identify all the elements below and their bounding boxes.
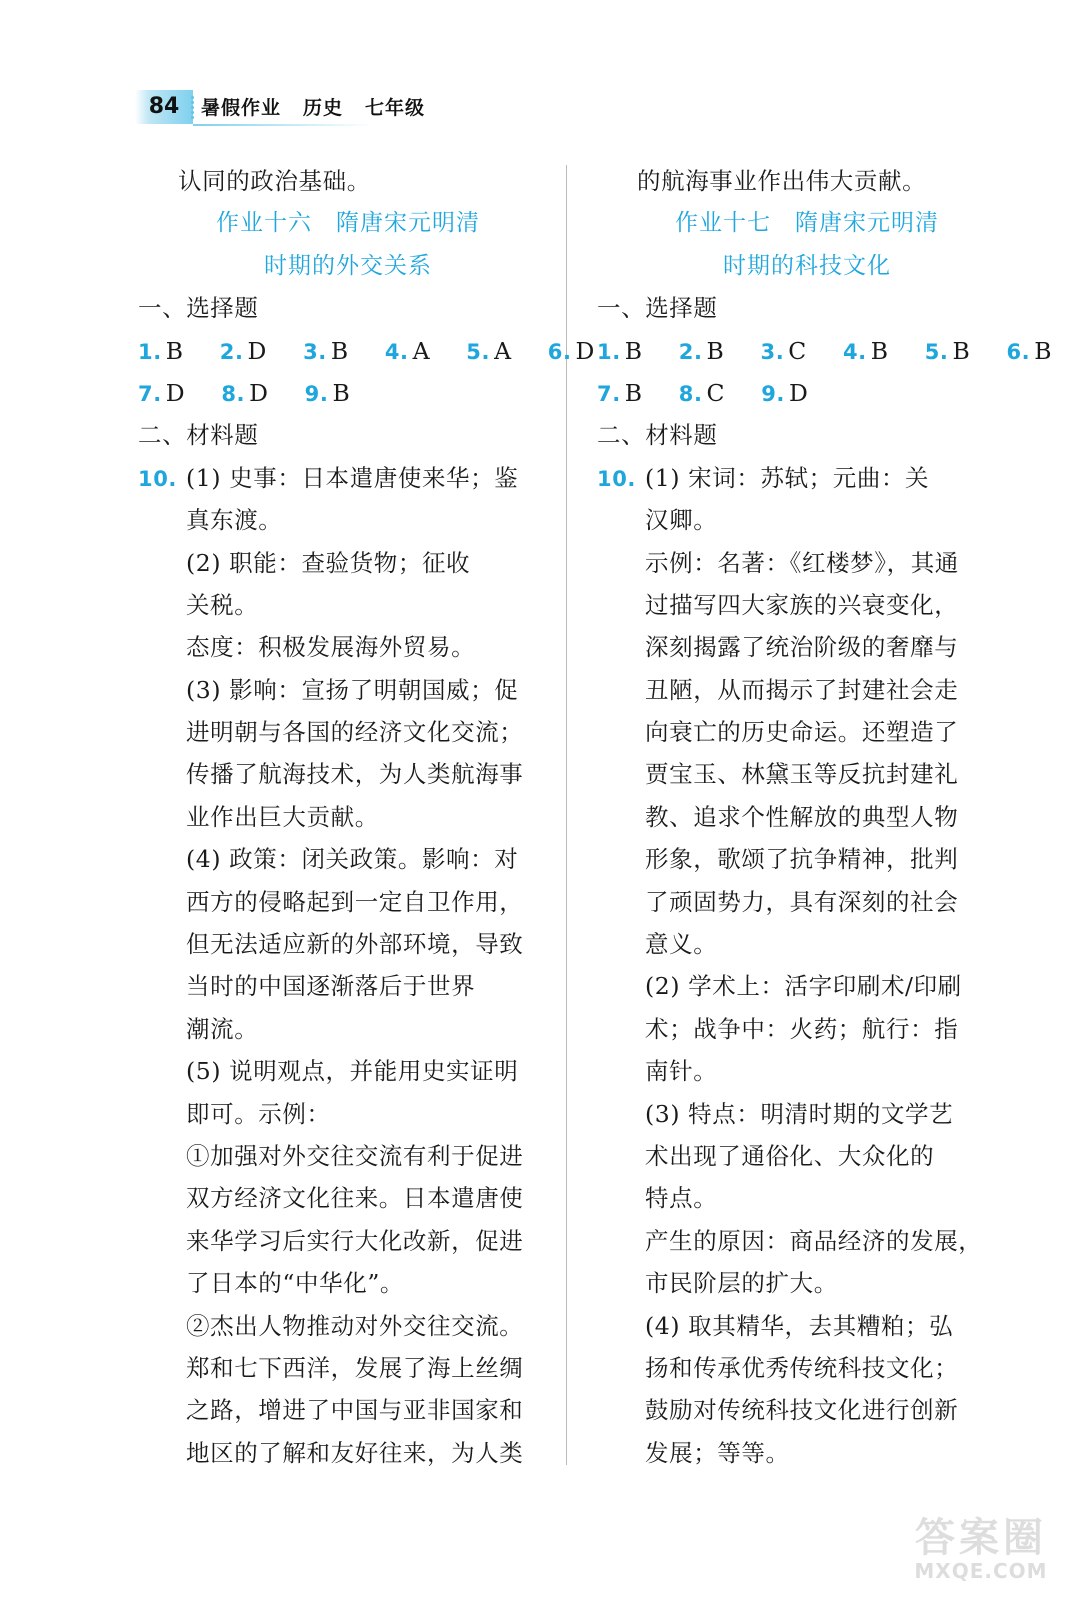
answer-line: 双方经济文化往来。日本遣唐使 [186,1184,524,1213]
answer-letter: B [706,336,725,365]
question-number: 8. [221,381,246,406]
section-title: 作业十六 隋唐宋元明清 [216,210,480,237]
answer-line: 鼓励对传统科技文化进行创新 [645,1396,959,1425]
answer-item [305,372,351,415]
answer-line: 发展；等等。 [645,1438,790,1467]
answer-letter: B [1034,336,1053,365]
answer-letter: B [870,336,889,365]
answer-letter: D [789,378,809,407]
page-header [135,88,465,128]
answer-row [138,330,595,372]
answer-letter: A [412,336,431,365]
answer-line: 地区的了解和友好往来，为人类 [186,1438,524,1467]
answer-letter: D [249,378,269,407]
answer-letter: B [330,336,349,365]
question-number: 5. [466,339,491,364]
answer-line: 示例：名著：《红楼梦》，其通 [645,548,959,577]
answer-item [220,330,267,373]
answer-line: 当时的中国逐渐落后于世界 [186,972,476,1001]
answer-item [925,330,971,373]
answer-line: 业作出巨大贡献。 [186,802,379,831]
answer-letter: A [494,336,512,365]
answer-line: 特点。 [645,1184,718,1213]
question-number: 3. [303,339,327,364]
answer-line: ②杰出人物推动对外交往交流。 [186,1311,524,1340]
answer-line: 之路，增进了中国与亚非国家和 [186,1396,524,1425]
section-subtitle: 时期的科技文化 [723,252,891,279]
answer-line: 产生的原因：商品经济的发展， [645,1226,983,1255]
answer-item [597,372,643,415]
header-underline [193,124,373,126]
question-number: 8. [678,381,703,406]
subject-name: 历史 [303,97,344,119]
answer-item [385,330,430,373]
answer-line [597,457,1017,499]
answer-line: 深刻揭露了统治阶级的奢靡与 [645,633,959,662]
section-heading-choice: 一、选择题 [138,294,259,323]
answer-line: 术；战争中：火药；航行：指 [645,1014,959,1043]
answer-line: 郑和七下西洋，发展了海上丝绸 [186,1353,524,1382]
answer-letter: D [165,378,186,407]
continuation-text: 的航海事业作出伟大贡献。 [637,167,927,195]
answer-line: 进明朝与各国的经济文化交流； [186,718,524,747]
answer-line: 西方的侵略起到一定自卫作用， [186,887,524,916]
answer-line: (3) 影响：宣扬了明朝国威；促 [186,675,519,704]
answer-line: 南针。 [645,1057,718,1086]
answer-line: 扬和传承优秀传统科技文化； [645,1353,959,1382]
answer-row [597,330,1053,372]
answer-letter: B [624,336,643,365]
header-title [201,94,447,122]
answer-letter: B [332,378,351,407]
question-number: 9. [761,381,786,406]
answer-line: (5) 说明观点，并能用史实证明 [186,1057,519,1086]
answer-row [138,372,558,414]
answer-line: 关税。 [186,590,259,619]
question-number: 6. [1006,339,1031,364]
answer-item [221,372,268,415]
answer-line: 术出现了通俗化、大众化的 [645,1141,935,1170]
question-number: 2. [219,339,244,364]
answer-line: 意义。 [645,930,718,959]
book-name: 暑假作业 [201,97,282,119]
answer-line: 汉卿。 [645,506,718,535]
answer-letter: B [624,378,643,407]
answer-line: 来华学习后实行大化改新，促进 [186,1226,524,1255]
section-heading-material: 二、材料题 [138,421,259,450]
answer-line: 向衰亡的历史命运。还塑造了 [645,718,959,747]
answer-item [466,330,511,373]
answer-line: 形象，歌颂了抗争精神，批判 [645,845,959,874]
question-number: 10. [597,466,637,491]
answer-line: (2) 职能：查验货物；征收 [186,548,471,577]
answer-line: 态度：积极发展海外贸易。 [186,633,476,662]
watermark-text: 答案圈 [915,1515,1047,1561]
answer-line: 了顽固势力，具有深刻的社会 [645,887,959,916]
answer-line: 市民阶层的扩大。 [645,1269,838,1298]
watermark-url: MXQE.COM [914,1559,1048,1583]
answer-line: 了日本的“中华化”。 [186,1269,405,1298]
answer-item [138,330,184,373]
answer-line: (3) 特点：明清时期的文学艺 [645,1099,954,1128]
answer-letter: B [165,336,184,365]
question-number: 4. [384,339,409,364]
answer-letter: C [788,336,807,365]
answer-text: (1) 宋词：苏轼；元曲：关 [645,463,930,492]
answer-line: 潮流。 [186,1014,259,1043]
answer-letter: B [952,336,971,365]
section-title: 作业十七 隋唐宋元明清 [675,210,939,237]
question-number: 1. [597,339,621,364]
continuation-text: 认同的政治基础。 [178,167,371,195]
answer-item [597,330,643,373]
question-number: 2. [678,339,703,364]
answer-item [679,330,725,373]
dotted-separator [188,94,196,122]
answer-line: 传播了航海技术，为人类航海事 [186,760,524,789]
question-number: 9. [304,381,329,406]
question-number: 10. [138,466,178,491]
answer-item [548,330,595,373]
answer-item [303,330,349,373]
answer-letter: C [706,378,726,407]
answer-item [761,372,808,415]
answer-row [597,372,1017,414]
answer-line: (4) 取其精华，去其糟粕；弘 [645,1311,954,1340]
section-subtitle: 时期的外交关系 [264,252,432,279]
question-number: 1. [138,339,162,364]
page-number: 84 [148,94,180,119]
question-number: 6. [547,339,572,364]
answer-text: (1) 史事：日本遣唐使来华；鉴 [186,463,519,492]
watermark-logo [901,1516,1061,1586]
answer-line: ①加强对外交往交流有利于促进 [186,1141,524,1170]
section-heading-material: 二、材料题 [597,421,718,450]
answer-line: 即可。示例： [186,1099,331,1128]
answer-line: 丑陋，从而揭示了封建社会走 [645,675,959,704]
answer-item [761,330,807,373]
answer-line: 过描写四大家族的兴衰变化， [645,590,959,619]
answer-letter: D [575,336,595,365]
answer-letter: D [247,336,267,365]
question-number: 3. [760,339,785,364]
answer-item [843,330,889,373]
section-heading-choice: 一、选择题 [597,294,718,323]
answer-line: 真东渡。 [186,506,283,535]
answer-line: (4) 政策：闭关政策。影响：对 [186,845,519,874]
answer-line [138,457,558,499]
right-column [597,160,1053,1474]
left-column [138,160,595,1474]
grade-name: 七年级 [365,97,426,119]
answer-item [1006,330,1052,373]
answer-line: 贾宝玉、林黛玉等反抗封建礼 [645,760,959,789]
answer-line: 但无法适应新的外部环境，导致 [186,930,524,959]
question-number: 4. [842,339,867,364]
answer-line: 教、追求个性解放的典型人物 [645,802,959,831]
answer-item [138,372,185,415]
question-number: 7. [597,381,621,406]
answer-item [679,372,725,415]
question-number: 5. [924,339,949,364]
answer-line: (2) 学术上：活字印刷术/印刷 [645,972,962,1001]
question-number: 7. [138,381,162,406]
